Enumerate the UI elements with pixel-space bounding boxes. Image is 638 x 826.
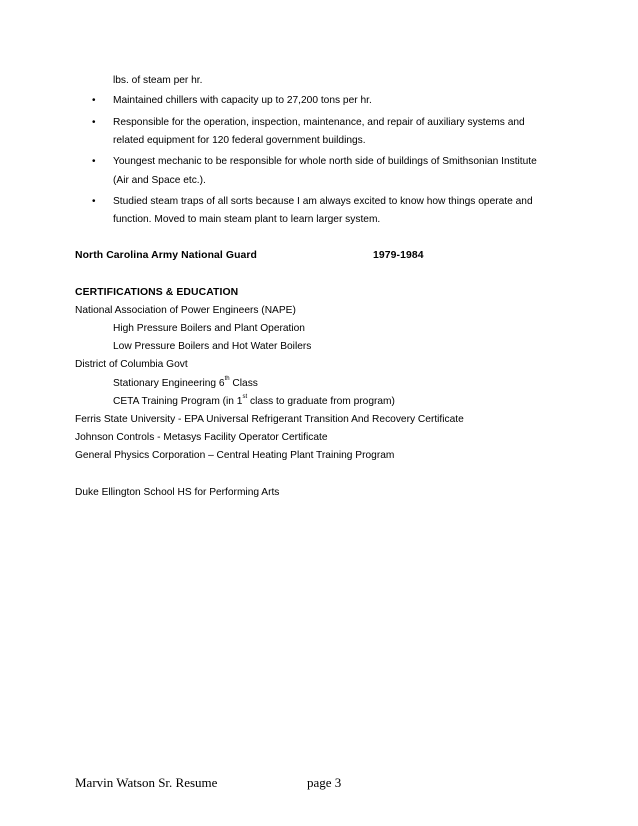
- bullet-text: Youngest mechanic to be responsible for whole north side of buildings of Smithsonian Institute: [113, 156, 537, 167]
- cert-org: District of Columbia Govt: [75, 359, 188, 370]
- cert-item: High Pressure Boilers and Plant Operation: [113, 323, 305, 334]
- cert-entry: Johnson Controls - Metasys Facility Operator Certificate: [75, 432, 328, 443]
- bullet-text: related equipment for 120 federal government buildings.: [113, 135, 366, 146]
- cert-entry: Ferris State University - EPA Universal Refrigerant Transition And Recovery Certificate: [75, 414, 464, 425]
- section-heading: CERTIFICATIONS & EDUCATION: [75, 287, 239, 298]
- education-entry: Duke Ellington School HS for Performing Arts: [75, 487, 280, 498]
- cert-item: [113, 377, 258, 391]
- military-years: 1979-1984: [373, 250, 424, 261]
- superscript: st: [242, 394, 248, 400]
- cert-item-text: class to graduate from program): [247, 396, 395, 407]
- footer-page-number: page 3: [307, 775, 342, 790]
- cert-item-text: Class: [229, 378, 258, 389]
- cert-entry: General Physics Corporation – Central Heating Plant Training Program: [75, 450, 395, 461]
- bullet-text: Maintained chillers with capacity up to 27,200 tons per hr.: [113, 95, 372, 106]
- cert-item-text: Stationary Engineering 6: [113, 378, 225, 389]
- cert-item: Low Pressure Boilers and Hot Water Boilers: [113, 341, 312, 352]
- bullet-text: function. Moved to main steam plant to learn larger system.: [113, 214, 381, 225]
- cert-org: National Association of Power Engineers (NAPE): [75, 305, 296, 316]
- military-name: North Carolina Army National Guard: [75, 250, 257, 261]
- cert-item-text: CETA Training Program (in 1: [113, 396, 243, 407]
- bullet-marker: •: [92, 156, 96, 167]
- superscript: th: [224, 376, 230, 382]
- bullet-text: Responsible for the operation, inspection, maintenance, and repair of auxiliary systems and: [113, 117, 525, 128]
- bullet-marker: •: [92, 117, 96, 128]
- bullet-marker: •: [92, 196, 96, 207]
- bullet-marker: •: [92, 95, 96, 106]
- cert-item: [113, 395, 395, 409]
- bullet-text: (Air and Space etc.).: [113, 175, 206, 186]
- bullet-text: Studied steam traps of all sorts because I am always excited to know how things operate and: [113, 196, 533, 207]
- footer-name: Marvin Watson Sr. Resume: [75, 775, 218, 790]
- continuation-text: lbs. of steam per hr.: [113, 75, 203, 86]
